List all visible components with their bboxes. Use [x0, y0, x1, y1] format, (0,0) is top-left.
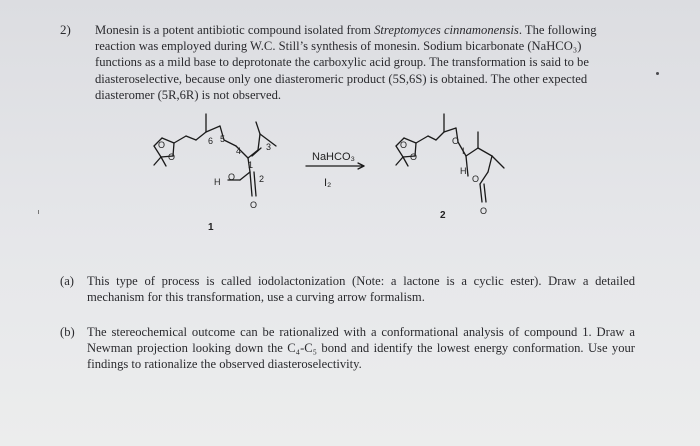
part-b — [60, 324, 635, 373]
part-a-text: This type of process is called iodolactonization (Note: a lactone is a cyclic ester). Draw a detailed mechanism for this transformation, use a curving arrow formalism. — [87, 274, 635, 305]
c1-oxygen-acid: O — [228, 172, 236, 182]
part-a — [60, 273, 635, 305]
c2-iodine: I — [462, 146, 465, 156]
c2-hydrogen: H — [460, 166, 467, 176]
question-number: 2) — [60, 22, 71, 37]
part-b-label: (b) — [60, 325, 75, 339]
locant-3: 3 — [266, 142, 272, 152]
part-a-label: (a) — [60, 274, 74, 288]
compound-2-label: 2 — [440, 210, 446, 221]
reaction-scheme — [140, 110, 520, 250]
locant-2: 2 — [259, 174, 265, 184]
locant-6: 6 — [208, 136, 214, 146]
margin-tick — [38, 210, 39, 214]
c1-hydrogen: H — [214, 177, 221, 187]
locant-4: 4 — [236, 146, 242, 156]
margin-dot — [656, 72, 659, 75]
c2-oxygen-ring: O — [452, 136, 460, 146]
c2-oxygen-b: O — [410, 152, 418, 162]
locant-1: 1 — [248, 160, 254, 170]
c1-oxygen-a: O — [158, 140, 166, 150]
question-intro — [95, 22, 620, 103]
c2-oxygen-carbonyl: O — [480, 206, 488, 216]
reagent-iodine: I₂ — [324, 177, 332, 189]
c2-oxygen-a: O — [400, 140, 408, 150]
organism-name: Streptomyces cinnamonensis — [374, 23, 519, 37]
reagent-nahco3: NaHCO₃ — [312, 151, 355, 163]
part-b-text: The stereochemical outcome can be rationalized with a conformational analysis of compound 1. Draw a Newman projection looking down the C₄-C₅ bond and identify the lowest energy conformation. Use your findings to rationalize the observed diasteroselectivity. — [87, 325, 635, 372]
c1-oxygen-b: O — [168, 152, 176, 162]
locant-5: 5 — [220, 134, 226, 144]
intro-text-start: Monesin is a potent antibiotic compound isolated from — [95, 23, 375, 37]
reaction-arrow — [306, 163, 364, 169]
intro-text-end: . The following reaction was employed during W.C. Still’s synthesis of monesin. Sodium bicarbonate (NaHCO₃) functions as a mild base to deprotonate the carboxylic acid group. The transformation is said to be diasteroselective, because only one diasteromeric product (5S,6S) is obtained. The other expected diasteromer (5R,6R) is not observed. — [95, 23, 597, 102]
c2-oxygen-lactone: O — [472, 174, 480, 184]
c1-oxygen-carbonyl: O — [250, 200, 258, 210]
compound-1-label: 1 — [208, 222, 214, 233]
